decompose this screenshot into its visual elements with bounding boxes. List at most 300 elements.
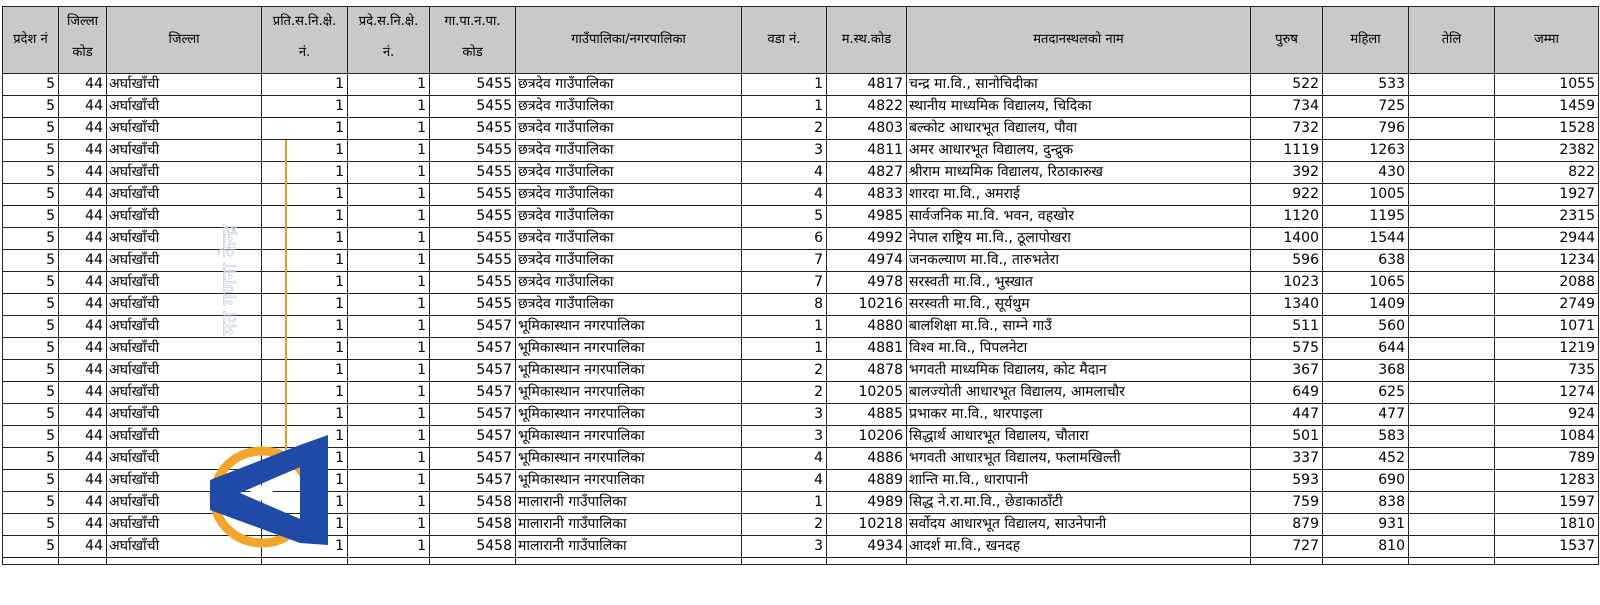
cell-lb-code: 5457	[430, 426, 516, 448]
cell-district: अर्घाखाँची	[107, 118, 262, 140]
cell-male: 732	[1251, 118, 1323, 140]
cell-hor: 1	[262, 470, 348, 492]
cell-ward: 2	[742, 360, 827, 382]
cell-center-name: शान्ति मा.वि., धारापानी	[907, 470, 1251, 492]
cell-hor: 1	[262, 162, 348, 184]
cell-ward: 2	[742, 514, 827, 536]
cell-pa: 1	[348, 140, 430, 162]
cell-district-code: 44	[59, 338, 107, 360]
cell-male: 593	[1251, 470, 1323, 492]
cell-ward: 7	[742, 272, 827, 294]
cell-pa: 1	[348, 448, 430, 470]
cell-ward: 1	[742, 74, 827, 96]
cell-district: अर्घाखाँची	[107, 250, 262, 272]
cell-other	[1409, 514, 1495, 536]
cell-ward: 4	[742, 162, 827, 184]
cell-local-body: छत्रदेव गाउँपालिका	[516, 118, 742, 140]
header-center-name: मतदानस्थलको नाम	[907, 7, 1251, 74]
cell-female: 560	[1323, 316, 1409, 338]
cell-district-code: 44	[59, 184, 107, 206]
cell-district-code: 44	[59, 250, 107, 272]
cell-other	[1409, 470, 1495, 492]
cell-total: 1274	[1495, 382, 1599, 404]
cell-total: 789	[1495, 448, 1599, 470]
cell-district: अर्घाखाँची	[107, 426, 262, 448]
cell-other	[1409, 96, 1495, 118]
cell-center-code: 4889	[827, 470, 907, 492]
header-hor-line2: नं.	[298, 45, 311, 60]
cell-pa: 1	[348, 272, 430, 294]
cell-lb-code: 5455	[430, 74, 516, 96]
cell-total: 2944	[1495, 228, 1599, 250]
header-row	[3, 7, 1599, 74]
header-district-code-line1: जिल्ला	[66, 14, 99, 29]
cell-district-code: 44	[59, 404, 107, 426]
cell-center-code: 4827	[827, 162, 907, 184]
cell-male: 1400	[1251, 228, 1323, 250]
cell-male: 392	[1251, 162, 1323, 184]
cell-female: 1005	[1323, 184, 1409, 206]
header-female: महिला	[1323, 7, 1409, 74]
cell-other	[1409, 316, 1495, 338]
cell-local-body: छत्रदेव गाउँपालिका	[516, 250, 742, 272]
cell-center-code: 4881	[827, 338, 907, 360]
cell-district-code: 44	[59, 272, 107, 294]
cell-female: 430	[1323, 162, 1409, 184]
cell-ward-partial	[742, 558, 827, 565]
cell-ward: 1	[742, 96, 827, 118]
cell-male: 447	[1251, 404, 1323, 426]
header-pa-line2: नं.	[382, 45, 395, 60]
cell-district-code: 44	[59, 294, 107, 316]
cell-other	[1409, 536, 1495, 558]
cell-male: 1119	[1251, 140, 1323, 162]
cell-pa: 1	[348, 470, 430, 492]
cell-other	[1409, 74, 1495, 96]
cell-district-code: 44	[59, 360, 107, 382]
cell-district-code: 44	[59, 316, 107, 338]
cell-district-code: 44	[59, 118, 107, 140]
cell-male: 922	[1251, 184, 1323, 206]
cell-female: 477	[1323, 404, 1409, 426]
cell-ward: 2	[742, 382, 827, 404]
cell-pa: 1	[348, 206, 430, 228]
cell-province: 5	[3, 536, 59, 558]
cell-district-code: 44	[59, 448, 107, 470]
cell-district-code: 44	[59, 382, 107, 404]
cell-ward: 7	[742, 250, 827, 272]
cell-hor: 1	[262, 382, 348, 404]
cell-hor: 1	[262, 118, 348, 140]
cell-lb-code: 5455	[430, 162, 516, 184]
cell-province: 5	[3, 316, 59, 338]
cell-male-partial	[1251, 558, 1323, 565]
broadcast-logo-svg	[200, 435, 340, 555]
cell-center-code: 4934	[827, 536, 907, 558]
cell-district-code: 44	[59, 492, 107, 514]
cell-pa: 1	[348, 492, 430, 514]
header-hor-line1: प्रति.स.नि.क्षे.	[272, 14, 337, 29]
cell-ward: 4	[742, 470, 827, 492]
cell-ward: 3	[742, 426, 827, 448]
cell-local-body-partial	[516, 558, 742, 565]
cell-lb-code: 5458	[430, 536, 516, 558]
cell-center-name: चन्द्र मा.वि., सानोचिदीका	[907, 74, 1251, 96]
cell-local-body: भूमिकास्थान नगरपालिका	[516, 470, 742, 492]
cell-ward: 8	[742, 294, 827, 316]
cell-ward: 1	[742, 492, 827, 514]
cell-pa-partial	[348, 558, 430, 565]
cell-province: 5	[3, 118, 59, 140]
cell-total: 1055	[1495, 74, 1599, 96]
cell-female-partial	[1323, 558, 1409, 565]
watermark-text-svg	[206, 150, 266, 410]
cell-pa: 1	[348, 118, 430, 140]
cell-female: 931	[1323, 514, 1409, 536]
cell-total: 2088	[1495, 272, 1599, 294]
cell-female: 625	[1323, 382, 1409, 404]
header-district-code	[59, 7, 107, 74]
cell-center-name: बालज्योती आधारभूत विद्यालय, आमलाचौर	[907, 382, 1251, 404]
cell-hor: 1	[262, 74, 348, 96]
cell-total: 1219	[1495, 338, 1599, 360]
cell-other	[1409, 338, 1495, 360]
cell-female: 1544	[1323, 228, 1409, 250]
cell-district-code: 44	[59, 228, 107, 250]
cell-female: 796	[1323, 118, 1409, 140]
cell-male: 522	[1251, 74, 1323, 96]
cell-female: 1195	[1323, 206, 1409, 228]
header-district-code-line2: कोड	[72, 45, 93, 60]
cell-province: 5	[3, 470, 59, 492]
cell-center-name: सरस्वती मा.वि., सूर्यथुम	[907, 294, 1251, 316]
cell-male: 1340	[1251, 294, 1323, 316]
cell-lb-code: 5455	[430, 272, 516, 294]
cell-province: 5	[3, 250, 59, 272]
cell-total-partial	[1495, 558, 1599, 565]
cell-hor: 1	[262, 272, 348, 294]
cell-center-code: 10216	[827, 294, 907, 316]
header-local-body: गाउँपालिका/नगरपालिका	[516, 7, 742, 74]
cell-hor: 1	[262, 514, 348, 536]
cell-pa: 1	[348, 426, 430, 448]
cell-male: 575	[1251, 338, 1323, 360]
cell-lb-code: 5457	[430, 360, 516, 382]
cell-local-body: मालारानी गाउँपालिका	[516, 514, 742, 536]
cell-total: 2749	[1495, 294, 1599, 316]
cell-center-code: 10205	[827, 382, 907, 404]
cell-district: अर्घाखाँची	[107, 338, 262, 360]
header-total: जम्मा	[1495, 7, 1599, 74]
cell-other	[1409, 294, 1495, 316]
cell-district: अर्घाखाँची	[107, 492, 262, 514]
cell-total: 1459	[1495, 96, 1599, 118]
cell-district: अर्घाखाँची	[107, 294, 262, 316]
cell-ward: 3	[742, 404, 827, 426]
cell-lb-code-partial	[430, 558, 516, 565]
cell-other	[1409, 448, 1495, 470]
cell-province: 5	[3, 492, 59, 514]
cell-local-body: भूमिकास्थान नगरपालिका	[516, 360, 742, 382]
cell-lb-code: 5455	[430, 118, 516, 140]
cell-ward: 6	[742, 228, 827, 250]
header-hor-constituency	[262, 7, 348, 74]
cell-total: 822	[1495, 162, 1599, 184]
cell-other	[1409, 250, 1495, 272]
cell-ward: 4	[742, 448, 827, 470]
cell-center-name: सरस्वती मा.वि., भुस्खात	[907, 272, 1251, 294]
cell-province: 5	[3, 162, 59, 184]
cell-center-name: बल्कोट आधारभूत विद्यालय, पौवा	[907, 118, 1251, 140]
cell-center-name: अमर आधारभूत विद्यालय, दुन्द्रुक	[907, 140, 1251, 162]
cell-center-code: 4833	[827, 184, 907, 206]
watermark-text	[206, 150, 266, 410]
cell-lb-code: 5457	[430, 316, 516, 338]
table-row	[3, 118, 1599, 140]
logo-blue-bar	[300, 435, 328, 545]
cell-lb-code: 5457	[430, 470, 516, 492]
cell-center-name-partial	[907, 558, 1251, 565]
cell-district-code: 44	[59, 470, 107, 492]
cell-district: अर्घाखाँची	[107, 162, 262, 184]
cell-center-code: 4822	[827, 96, 907, 118]
cell-local-body: छत्रदेव गाउँपालिका	[516, 184, 742, 206]
cell-male: 596	[1251, 250, 1323, 272]
cell-hor: 1	[262, 404, 348, 426]
cell-local-body: भूमिकास्थान नगरपालिका	[516, 404, 742, 426]
cell-province: 5	[3, 404, 59, 426]
cell-total: 2382	[1495, 140, 1599, 162]
cell-total: 1810	[1495, 514, 1599, 536]
cell-ward: 1	[742, 316, 827, 338]
cell-pa: 1	[348, 536, 430, 558]
cell-pa: 1	[348, 338, 430, 360]
cell-center-code: 10206	[827, 426, 907, 448]
cell-center-code: 4811	[827, 140, 907, 162]
cell-other-partial	[1409, 558, 1495, 565]
cell-total: 1528	[1495, 118, 1599, 140]
cell-total: 1283	[1495, 470, 1599, 492]
cell-ward: 2	[742, 118, 827, 140]
cell-ward: 3	[742, 536, 827, 558]
cell-center-code: 4974	[827, 250, 907, 272]
cell-center-name: विश्व मा.वि., पिपलनेटा	[907, 338, 1251, 360]
cell-district: अर्घाखाँची	[107, 96, 262, 118]
cell-hor: 1	[262, 448, 348, 470]
header-lb-code-line1: गा.पा.न.पा.	[444, 14, 501, 29]
cell-local-body: भूमिकास्थान नगरपालिका	[516, 426, 742, 448]
cell-center-code: 4803	[827, 118, 907, 140]
cell-center-name: नेपाल राष्ट्रिय मा.वि., ठूलापोखरा	[907, 228, 1251, 250]
cell-hor: 1	[262, 250, 348, 272]
cell-female: 810	[1323, 536, 1409, 558]
cell-district-code: 44	[59, 162, 107, 184]
watermark-text-label: मत गणना केन्द्र	[217, 224, 241, 336]
cell-local-body: छत्रदेव गाउँपालिका	[516, 162, 742, 184]
cell-lb-code: 5457	[430, 382, 516, 404]
cell-district: अर्घाखाँची	[107, 316, 262, 338]
cell-local-body: भूमिकास्थान नगरपालिका	[516, 338, 742, 360]
cell-hor: 1	[262, 294, 348, 316]
cell-male: 759	[1251, 492, 1323, 514]
cell-lb-code: 5455	[430, 184, 516, 206]
cell-center-code: 4978	[827, 272, 907, 294]
cell-female: 533	[1323, 74, 1409, 96]
cell-center-code-partial	[827, 558, 907, 565]
header-other: तेलि	[1409, 7, 1495, 74]
cell-pa: 1	[348, 228, 430, 250]
cell-female: 452	[1323, 448, 1409, 470]
cell-male: 734	[1251, 96, 1323, 118]
cell-pa: 1	[348, 316, 430, 338]
table-row	[3, 74, 1599, 96]
cell-province: 5	[3, 206, 59, 228]
cell-district-code: 44	[59, 206, 107, 228]
cell-pa: 1	[348, 250, 430, 272]
cell-center-name: श्रीराम माध्यमिक विद्यालय, रिठाकारुख	[907, 162, 1251, 184]
cell-district: अर्घाखाँची	[107, 382, 262, 404]
cell-lb-code: 5455	[430, 228, 516, 250]
cell-local-body: भूमिकास्थान नगरपालिका	[516, 448, 742, 470]
cell-female: 1263	[1323, 140, 1409, 162]
cell-district: अर्घाखाँची	[107, 536, 262, 558]
cell-total: 1597	[1495, 492, 1599, 514]
cell-center-name: शारदा मा.वि., अमराई	[907, 184, 1251, 206]
cell-female: 838	[1323, 492, 1409, 514]
cell-district-partial	[107, 558, 262, 565]
cell-other	[1409, 184, 1495, 206]
cell-female: 725	[1323, 96, 1409, 118]
cell-province: 5	[3, 184, 59, 206]
cell-center-code: 4886	[827, 448, 907, 470]
cell-center-code: 4880	[827, 316, 907, 338]
cell-other	[1409, 360, 1495, 382]
cell-ward: 3	[742, 140, 827, 162]
cell-ward: 5	[742, 206, 827, 228]
cell-local-body: मालारानी गाउँपालिका	[516, 492, 742, 514]
cell-center-code: 4992	[827, 228, 907, 250]
cell-other	[1409, 140, 1495, 162]
cell-district: अर्घाखाँची	[107, 470, 262, 492]
cell-province: 5	[3, 294, 59, 316]
cell-hor: 1	[262, 536, 348, 558]
cell-local-body: छत्रदेव गाउँपालिका	[516, 140, 742, 162]
cell-lb-code: 5458	[430, 492, 516, 514]
cell-hor: 1	[262, 228, 348, 250]
table-row-partial	[3, 558, 1599, 565]
cell-female: 1065	[1323, 272, 1409, 294]
cell-center-name: सार्वजनिक मा.वि. भवन, वहखोर	[907, 206, 1251, 228]
cell-local-body: भूमिकास्थान नगरपालिका	[516, 382, 742, 404]
cell-hor: 1	[262, 206, 348, 228]
cell-province: 5	[3, 74, 59, 96]
cell-lb-code: 5457	[430, 338, 516, 360]
watermark-divider	[285, 140, 287, 460]
cell-male: 511	[1251, 316, 1323, 338]
cell-other	[1409, 118, 1495, 140]
cell-pa: 1	[348, 514, 430, 536]
cell-female: 644	[1323, 338, 1409, 360]
cell-province: 5	[3, 360, 59, 382]
cell-center-name: सर्वोदय आधारभूत विद्यालय, साउनेपानी	[907, 514, 1251, 536]
cell-female: 1409	[1323, 294, 1409, 316]
cell-ward: 4	[742, 184, 827, 206]
cell-district: अर्घाखाँची	[107, 404, 262, 426]
cell-center-name: प्रभाकर मा.वि., थारपाइला	[907, 404, 1251, 426]
cell-male: 727	[1251, 536, 1323, 558]
cell-center-name: सिद्ध ने.रा.मा.वि., छेडाकाठाँटी	[907, 492, 1251, 514]
cell-province: 5	[3, 426, 59, 448]
cell-district: अर्घाखाँची	[107, 448, 262, 470]
cell-lb-code: 5455	[430, 140, 516, 162]
cell-center-name: स्थानीय माध्यमिक विद्यालय, चिदिका	[907, 96, 1251, 118]
cell-female: 368	[1323, 360, 1409, 382]
cell-province: 5	[3, 448, 59, 470]
cell-hor: 1	[262, 96, 348, 118]
cell-province: 5	[3, 272, 59, 294]
cell-hor: 1	[262, 360, 348, 382]
cell-lb-code: 5455	[430, 250, 516, 272]
cell-hor: 1	[262, 316, 348, 338]
cell-center-name: आदर्श मा.वि., खनदह	[907, 536, 1251, 558]
cell-district-code: 44	[59, 536, 107, 558]
cell-district: अर्घाखाँची	[107, 206, 262, 228]
cell-male: 879	[1251, 514, 1323, 536]
cell-other	[1409, 492, 1495, 514]
cell-local-body: छत्रदेव गाउँपालिका	[516, 206, 742, 228]
cell-local-body: भूमिकास्थान नगरपालिका	[516, 316, 742, 338]
cell-male: 501	[1251, 426, 1323, 448]
cell-female: 690	[1323, 470, 1409, 492]
cell-other	[1409, 162, 1495, 184]
cell-center-code: 10218	[827, 514, 907, 536]
cell-district: अर्घाखाँची	[107, 228, 262, 250]
cell-lb-code: 5457	[430, 448, 516, 470]
cell-province: 5	[3, 96, 59, 118]
cell-lb-code: 5457	[430, 404, 516, 426]
cell-hor-partial	[262, 558, 348, 565]
cell-male: 367	[1251, 360, 1323, 382]
cell-local-body: छत्रदेव गाउँपालिका	[516, 294, 742, 316]
cell-local-body: छत्रदेव गाउँपालिका	[516, 74, 742, 96]
cell-ward: 1	[742, 338, 827, 360]
cell-total: 1537	[1495, 536, 1599, 558]
cell-center-name: भगवती आधारभूत विद्यालय, फलामखिल्ती	[907, 448, 1251, 470]
cell-district-code: 44	[59, 514, 107, 536]
cell-center-name: बालशिक्षा मा.वि., साम्ने गाउँ	[907, 316, 1251, 338]
cell-local-body: छत्रदेव गाउँपालिका	[516, 96, 742, 118]
header-local-body-code	[430, 7, 516, 74]
cell-province: 5	[3, 140, 59, 162]
cell-female: 638	[1323, 250, 1409, 272]
cell-center-code: 4885	[827, 404, 907, 426]
cell-district-code: 44	[59, 426, 107, 448]
header-ward: वडा नं.	[742, 7, 827, 74]
table-row	[3, 96, 1599, 118]
cell-lb-code: 5455	[430, 96, 516, 118]
cell-other	[1409, 426, 1495, 448]
cell-pa: 1	[348, 404, 430, 426]
cell-district-code: 44	[59, 140, 107, 162]
cell-province: 5	[3, 382, 59, 404]
cell-hor: 1	[262, 140, 348, 162]
header-male: पुरुष	[1251, 7, 1323, 74]
cell-pa: 1	[348, 184, 430, 206]
cell-province-partial	[3, 558, 59, 565]
cell-center-code: 4985	[827, 206, 907, 228]
cell-male: 1120	[1251, 206, 1323, 228]
cell-district: अर्घाखाँची	[107, 184, 262, 206]
